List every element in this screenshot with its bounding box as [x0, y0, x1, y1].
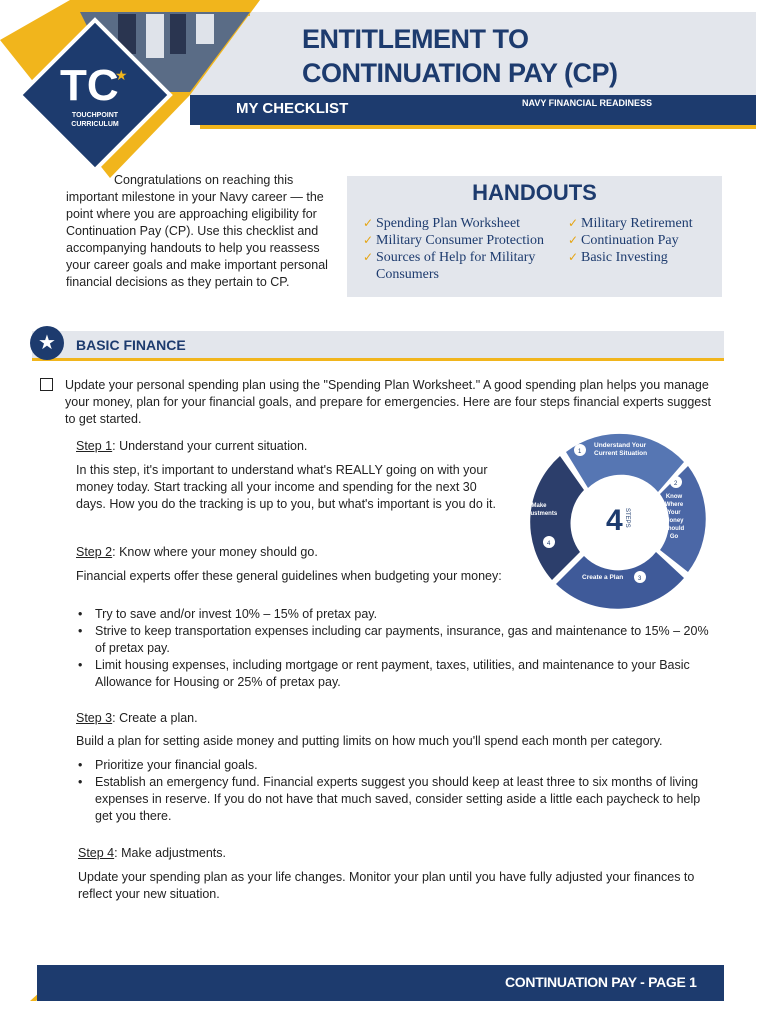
logo-letters: TC	[60, 61, 119, 110]
diagram-step-2-line: Go	[669, 534, 679, 540]
step-2-text: Financial experts offer these general guidelines when budgeting your money:	[76, 569, 502, 583]
step-1-title: : Understand your current situation.	[112, 439, 308, 453]
diagram-step-4-line-2: Adjustments	[520, 511, 558, 517]
diagram-center-word: STEPS	[624, 508, 630, 528]
intro-text: Congratulations on reaching this important milestone in your Navy career — the point where you are approaching eligibility for Continuation Pay (CP). Use this checklist and accompanying handouts to help you reassess your career goals and make important personal financial decisions as they pertain to CP.	[66, 173, 328, 289]
handout-item[interactable]: ✓ Basic Investing	[568, 249, 718, 266]
intro-paragraph	[66, 172, 328, 291]
diagram-center-number: 4	[606, 504, 623, 537]
step-4-title: : Make adjustments.	[114, 846, 226, 860]
diagram-step-1-line-2: Current Situation	[594, 450, 648, 457]
logo-star-icon: ★	[115, 68, 128, 84]
step-3-text: Build a plan for setting aside money and putting limits on how much you'll spend each month per category.	[76, 734, 663, 748]
checklist-item-text: Update your personal spending plan using the "Spending Plan Worksheet." A good spending plan helps you manage your money, plan for your financial goals, and prepare for emergencies. Here are four steps financial experts suggest to get started.	[65, 378, 711, 426]
handout-item[interactable]: ✓ Military Consumer Protection	[363, 232, 558, 249]
diagram-step-4-line-1: Make	[531, 503, 547, 509]
list-item: • Prioritize your financial goals.	[76, 757, 721, 774]
handout-item[interactable]: ✓ Military Retirement	[568, 215, 718, 232]
list-item: • Strive to keep transportation expenses including car payments, insurance, gas and maintenance to 15% – 20% of pretax pay.	[76, 623, 721, 657]
step-4-label: Step 4	[78, 846, 115, 860]
diagram-step-2-line: Money	[664, 518, 684, 524]
touchpoint-logo	[0, 0, 260, 200]
step-2-title: : Know where your money should go.	[112, 545, 318, 559]
list-item: • Try to save and/or invest 10% – 15% of pretax pay.	[76, 606, 721, 623]
step-1-heading	[76, 438, 307, 455]
page-title	[302, 22, 618, 90]
diagram-step-3-label: Create a Plan	[582, 574, 624, 581]
list-item: • Limit housing expenses, including mortgage or rent payment, taxes, utilities, and maintenance to your Basic Allowance for Housing or 25% of pretax pay.	[76, 657, 721, 691]
footer-page-label: CONTINUATION PAY - PAGE 1	[505, 974, 697, 990]
step-3-badge-number: 3	[638, 576, 642, 582]
step-1-badge-number: 1	[578, 449, 582, 455]
step-3-title: : Create a plan.	[112, 711, 198, 725]
handout-item[interactable]: ✓ Sources of Help for Military Consumers	[363, 249, 558, 283]
logo-line-1: TOUCHPOINT	[71, 112, 119, 119]
four-steps-diagram	[508, 432, 722, 610]
checklist-label: MY CHECKLIST	[236, 100, 349, 117]
step-4-text: Update your spending plan as your life changes. Monitor your plan until you have fully adjusted your finances to reflect your new situation.	[78, 870, 695, 901]
step-3-heading	[76, 710, 198, 727]
org-label: NAVY FINANCIAL READINESS	[522, 98, 653, 108]
title-line-1: ENTITLEMENT TO	[302, 24, 529, 54]
diagram-step-2-line: Should	[663, 526, 685, 532]
step-3-bullets	[76, 757, 721, 825]
step-4-badge-number: 4	[547, 541, 551, 547]
logo-line-2: CURRICULUM	[71, 121, 119, 128]
step-1-text: In this step, it's important to understand what's REALLY going on with your money today. Start tracking all your income and spending for the next 30 days. How you do the tracking is up to you, but what's important is you do it.	[76, 463, 496, 511]
step-1-label: Step 1	[76, 439, 113, 453]
step-2-badge-number: 2	[674, 481, 678, 487]
section-title: BASIC FINANCE	[76, 337, 186, 353]
list-item: • Establish an emergency fund. Financial experts suggest you should keep at least three to six months of living expenses in reserve. If you do not have that much saved, consider setting aside a little each paycheck to help get you there.	[76, 774, 721, 825]
diagram-step-2-line: Your	[667, 510, 681, 516]
checklist-checkbox[interactable]	[40, 378, 53, 391]
diagram-step-2-line: Where	[664, 502, 684, 508]
step-4-heading	[78, 845, 226, 862]
step-3-label: Step 3	[76, 711, 113, 725]
handouts-column-2	[568, 215, 718, 266]
header-gold-stripe	[200, 125, 756, 129]
diagram-step-2-line: Know	[665, 494, 683, 500]
star-icon: ★	[30, 326, 64, 360]
step-2-label: Step 2	[76, 545, 113, 559]
title-line-2: CONTINUATION PAY (CP)	[302, 58, 618, 88]
handout-item[interactable]: ✓ Spending Plan Worksheet	[363, 215, 558, 232]
handouts-column-1	[363, 215, 558, 283]
section-gold-stripe	[32, 358, 724, 361]
handout-item[interactable]: ✓ Continuation Pay	[568, 232, 718, 249]
handouts-title: HANDOUTS	[472, 180, 597, 205]
step-2-bullets	[76, 606, 721, 691]
step-2-heading	[76, 544, 318, 561]
diagram-step-1-line-1: Understand Your	[594, 442, 647, 449]
